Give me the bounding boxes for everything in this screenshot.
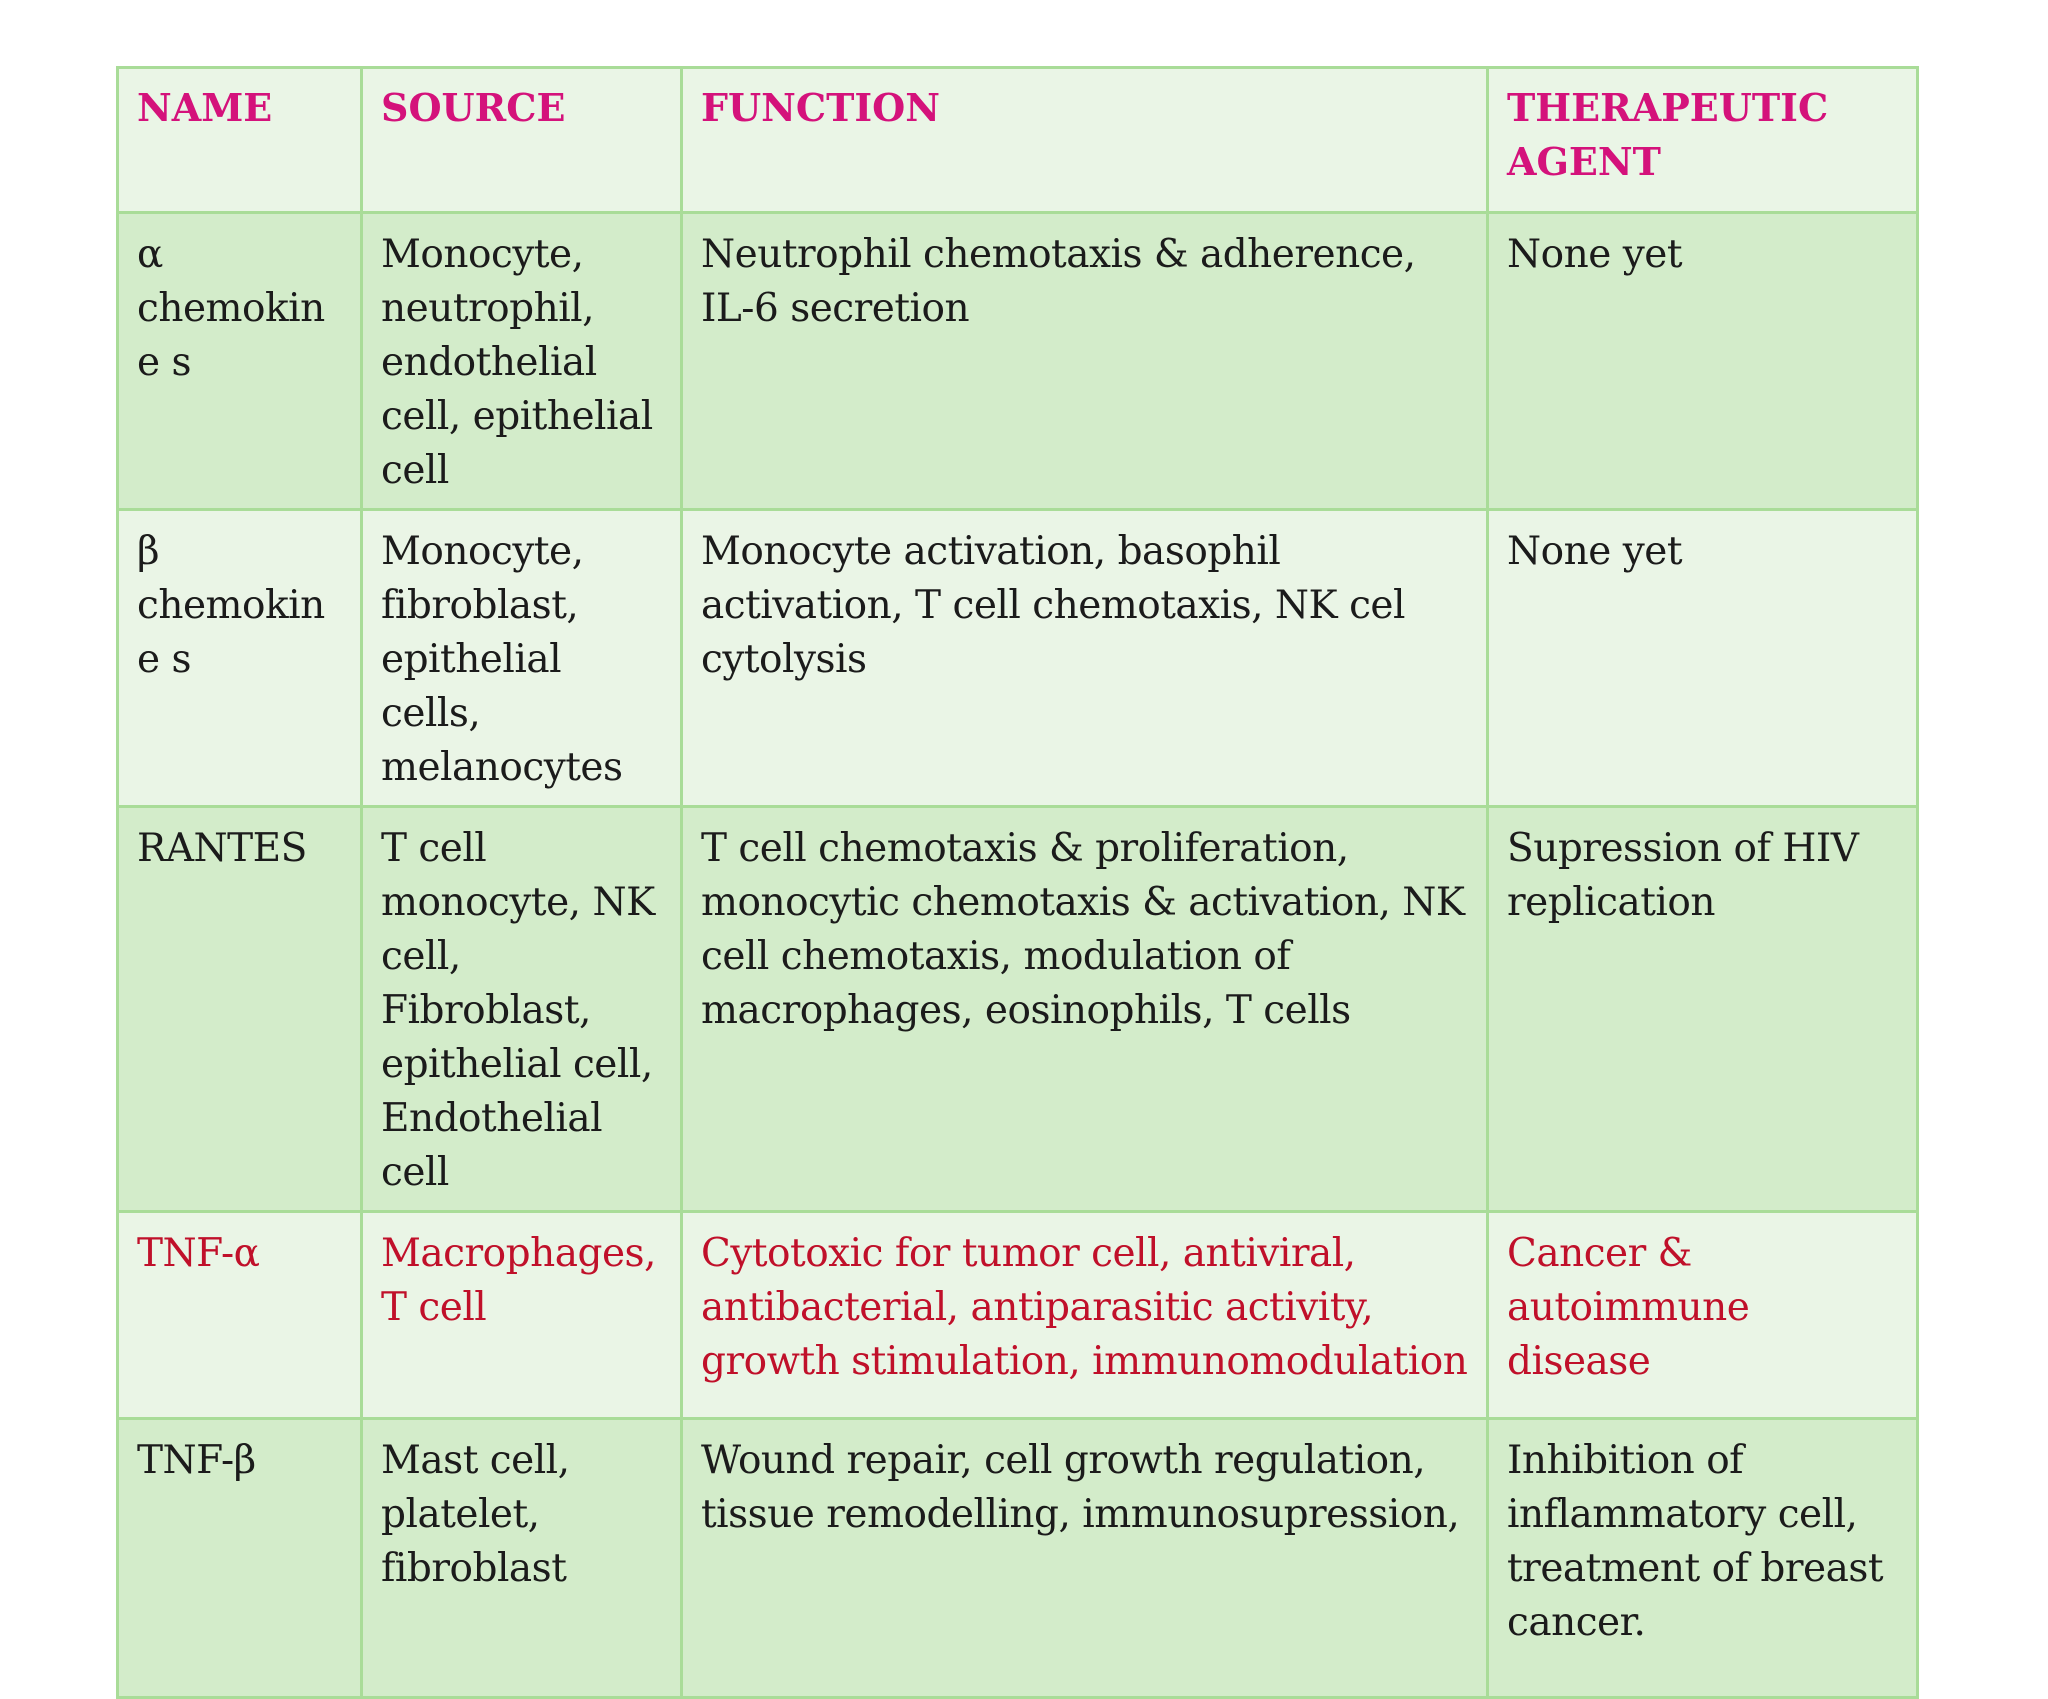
cell-source: Macrophages, T cell xyxy=(362,1212,682,1419)
cell-source: Mast cell, platelet, fibroblast xyxy=(362,1419,682,1698)
cell-source: Monocyte, fibroblast, epithelial cells, melanocytes xyxy=(362,510,682,807)
cell-therapeutic-agent: Inhibition of inflammatory cell, treatment of breast cancer. xyxy=(1488,1419,1918,1698)
cell-function: Wound repair, cell growth regulation, tissue remodelling, immunosupression, xyxy=(682,1419,1488,1698)
header-therapeutic-agent: THERAPEUTIC AGENT xyxy=(1488,68,1918,213)
cytokine-table xyxy=(116,66,1919,1699)
cell-name: TNF-β xyxy=(118,1419,362,1698)
cell-source: Monocyte, neutrophil, endothelial cell, epithelial cell xyxy=(362,213,682,510)
cell-therapeutic-agent: None yet xyxy=(1488,510,1918,807)
header-function: FUNCTION xyxy=(682,68,1488,213)
cell-function: Cytotoxic for tumor cell, antiviral, antibacterial, antiparasitic activity, growth stimulation, immunomodulation xyxy=(682,1212,1488,1419)
table-row xyxy=(118,807,1918,1212)
cell-therapeutic-agent: None yet xyxy=(1488,213,1918,510)
cell-therapeutic-agent: Cancer & autoimmune disease xyxy=(1488,1212,1918,1419)
cell-function: Monocyte activation, basophil activation, T cell chemotaxis, NK cel cytolysis xyxy=(682,510,1488,807)
table-row xyxy=(118,510,1918,807)
table-header-row xyxy=(118,68,1918,213)
header-source: SOURCE xyxy=(362,68,682,213)
header-name: NAME xyxy=(118,68,362,213)
table-row xyxy=(118,1419,1918,1698)
cell-function: T cell chemotaxis & proliferation, monocytic chemotaxis & activation, NK cell chemotaxis, modulation of macrophages, eosinophils, T cells xyxy=(682,807,1488,1212)
cell-therapeutic-agent: Supression of HIV replication xyxy=(1488,807,1918,1212)
cell-name: α chemokine s xyxy=(118,213,362,510)
cell-source: T cell monocyte, NK cell, Fibroblast, epithelial cell, Endothelial cell xyxy=(362,807,682,1212)
cell-name: β chemokine s xyxy=(118,510,362,807)
table-row xyxy=(118,213,1918,510)
cell-name: RANTES xyxy=(118,807,362,1212)
table-row-highlighted xyxy=(118,1212,1918,1419)
cell-function: Neutrophil chemotaxis & adherence, IL-6 secretion xyxy=(682,213,1488,510)
cell-name: TNF-α xyxy=(118,1212,362,1419)
